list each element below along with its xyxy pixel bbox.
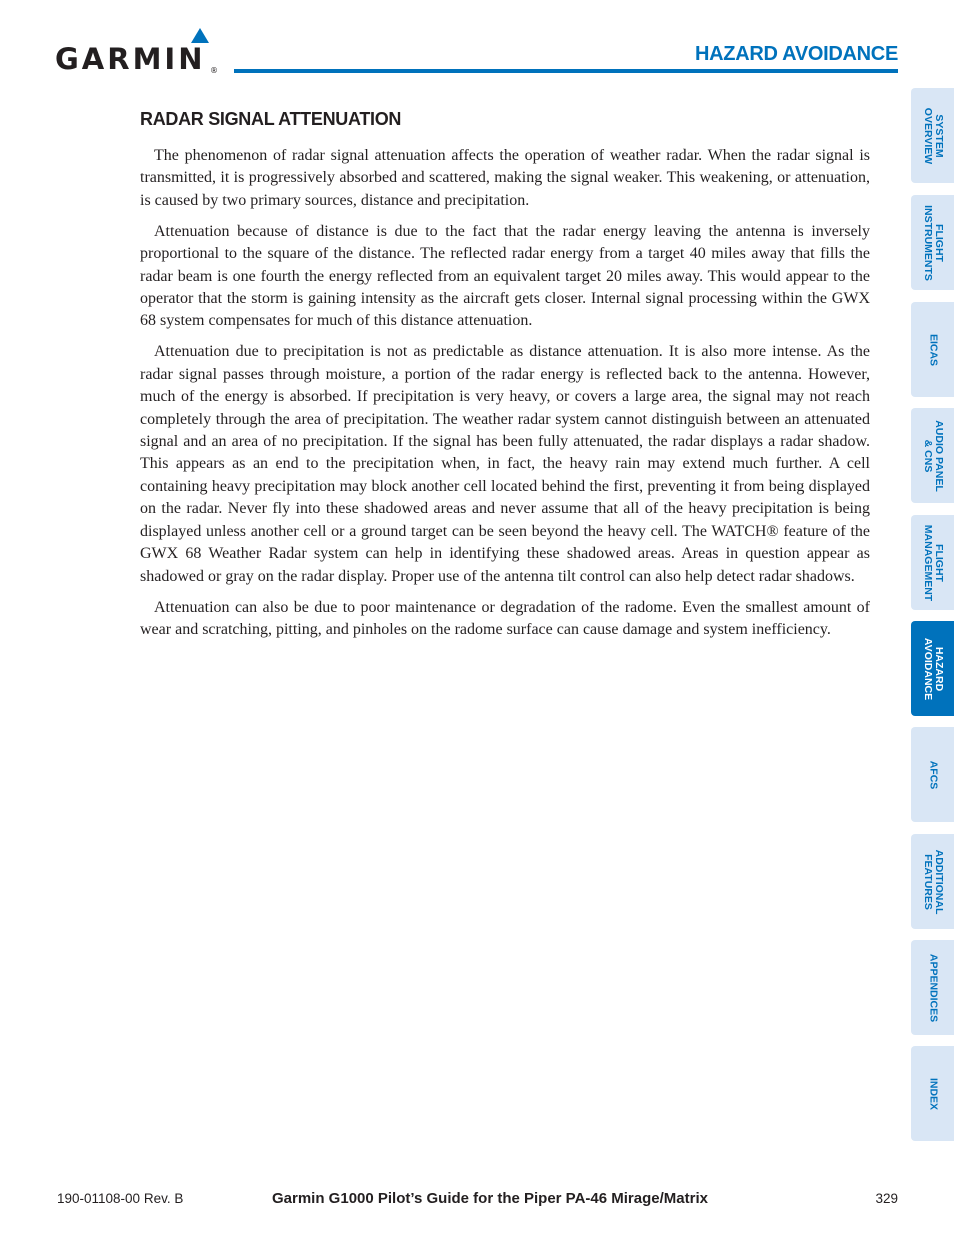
tab-afcs[interactable] — [911, 727, 954, 822]
paragraph: Attenuation because of distance is due to the fact that the radar energy leaving the antenna is inversely proportional to the square of the distance. The reflected radar energy from a target 40 miles away that fills the radar beam is one fourth the energy reflected from an equivalent target 20 miles away. This would appear to the operator that the storm is gaining intensity as the aircraft gets closer. Internal signal processing within the GWX 68 system compensates for much of this distance attenuation. — [140, 222, 870, 330]
paragraph: Attenuation due to precipitation is not as predictable as distance attenuation. It is also more intense. As the radar signal passes through moisture, a portion of the radar energy is reflected back to the antenna. However, much of the energy is absorbed. If precipitation is very heavy, or covers a large area, the signal may not reach completely through the area of precipitation. The weather radar system cannot distinguish between an attenuated signal and an area of no precipitation. If the signal has been fully attenuated, the radar displays a radar shadow. This appears as an end to the precipitation when, in fact, the heavy rain may extend much further. A cell containing heavy precipitation may block another cell located behind the first, preventing it from being displayed on the radar. Never fly into these shadowed areas and never assume that all of the heavy precipitation is being displayed unless another cell or a ground target can be seen beyond the heavy cell. The WATCH® feature of the GWX 68 Weather Radar system can help in identifying these shadowed areas. Areas in question appear as shadowed or gray on the radar display. Proper use of the antenna tilt control can also help detect radar shadows. — [140, 343, 870, 585]
garmin-logo — [55, 28, 220, 76]
body-text — [140, 145, 870, 650]
tab-appendices[interactable] — [911, 940, 954, 1035]
tab-label: EICAS — [927, 333, 939, 366]
tab-label: AFCS — [927, 760, 939, 789]
tab-label: AUDIO PANEL & CNS — [921, 419, 945, 492]
tab-label: HAZARD AVOIDANCE — [921, 637, 945, 700]
paragraph: The phenomenon of radar signal attenuation affects the operation of weather radar. When the radar signal is transmitted, it is progressively absorbed and scattered, making the signal weaker. This weakening, or attenuation, is caused by two primary sources, distance and precipitation. — [140, 147, 870, 209]
tab-label: APPENDICES — [927, 953, 939, 1022]
logo-registered-mark: ® — [210, 66, 218, 75]
tab-eicas[interactable] — [911, 302, 954, 397]
tab-label: ADDITIONAL FEATURES — [921, 849, 945, 914]
tab-flight-management[interactable] — [911, 515, 954, 610]
paragraph: Attenuation can also be due to poor maintenance or degradation of the radome. Even the smallest amount of wear and scratching, pitting, and pinholes on the radome surface can cause damage and system inefficiency. — [140, 598, 870, 638]
logo-triangle-icon — [191, 28, 209, 43]
tab-hazard-avoidance[interactable] — [911, 621, 954, 716]
tab-label: SYSTEM OVERVIEW — [921, 107, 945, 164]
footer-guide-title: Garmin G1000 Pilot’s Guide for the Piper PA-46 Mirage/Matrix — [272, 1190, 708, 1207]
tab-audio-panel-cns[interactable] — [911, 408, 954, 503]
tab-flight-instruments[interactable] — [911, 195, 954, 290]
tab-additional-features[interactable] — [911, 834, 954, 929]
section-header: HAZARD AVOIDANCE — [695, 43, 898, 65]
logo-text: GARMIN — [55, 42, 206, 76]
tab-system-overview[interactable] — [911, 88, 954, 183]
footer-doc-number: 190-01108-00 Rev. B — [57, 1191, 184, 1206]
tab-label: INDEX — [927, 1077, 939, 1110]
tab-label: FLIGHT MANAGEMENT — [921, 524, 945, 601]
tab-index[interactable] — [911, 1046, 954, 1141]
footer-page-number: 329 — [875, 1191, 898, 1206]
header-divider — [234, 69, 898, 73]
tab-label: FLIGHT INSTRUMENTS — [921, 204, 945, 281]
page-title: RADAR SIGNAL ATTENUATION — [140, 109, 402, 129]
